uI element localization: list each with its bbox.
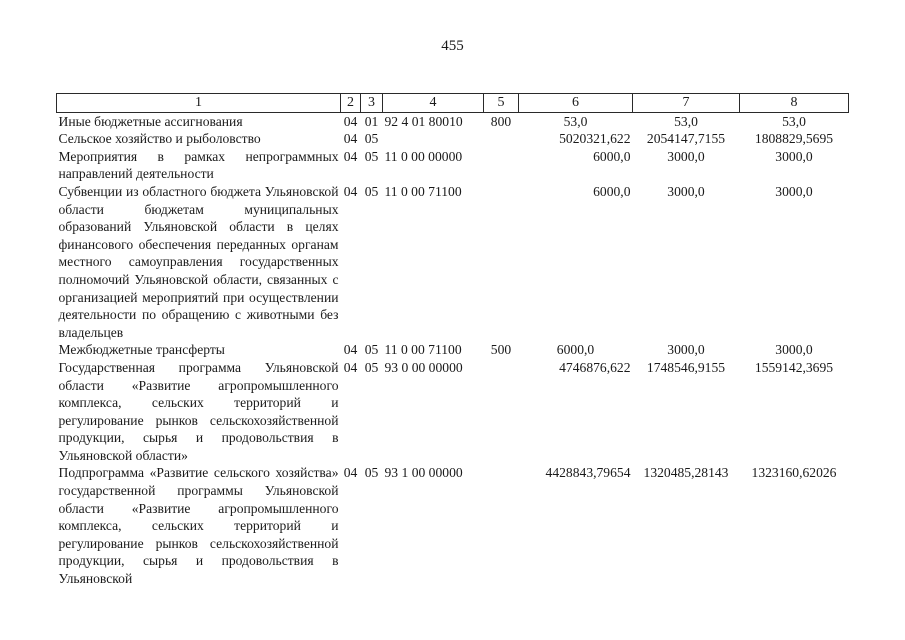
header-row (57, 94, 849, 113)
table-row (57, 464, 849, 587)
row-value-col8: 3000,0 (775, 342, 813, 358)
row-name: Подпрограмма «Развитие сельского хозяйства» государственной программы Ульяновской области «Развитие агропромышленного комплекса, сельских территорий и регулирование рынков сельскохозяйственной продукции, сырья и продовольствия в Ульяновской (58, 465, 339, 587)
header-col-5: 5 (484, 94, 519, 113)
header-col-6: 6 (519, 94, 633, 113)
row-section: 04 (343, 148, 358, 164)
row-value-col7: 1320485,28143 (643, 465, 729, 481)
page-number: 455 (441, 38, 464, 54)
row-subsection: 05 (364, 359, 379, 375)
row-target-code: 93 0 00 00000 (384, 359, 463, 375)
row-subsection: 05 (364, 148, 379, 164)
table-row (57, 359, 849, 465)
row-target-code: 93 1 00 00000 (384, 465, 463, 481)
row-value-col6: 5020321,622 (559, 131, 631, 147)
row-subsection: 01 (364, 113, 379, 129)
row-target-code: 11 0 00 71100 (384, 342, 462, 358)
row-name: Государственная программа Ульяновской области «Развитие агропромышленного комплекса, сельских территорий и регулирование рынков сельскохозяйственной продукции, сырья и продовольствия в Ульяновской области» (58, 359, 339, 463)
row-section: 04 (343, 113, 358, 129)
row-value-col8: 3000,0 (775, 148, 813, 164)
row-subsection: 05 (364, 131, 379, 147)
row-section: 04 (343, 183, 358, 199)
row-value-col8: 1323160,62026 (751, 465, 837, 481)
row-value-col6: 53,0 (563, 113, 588, 129)
table-row (57, 130, 849, 148)
row-name: Межбюджетные трансферты (58, 342, 225, 358)
row-expense-type (484, 148, 519, 183)
row-name: Сельское хозяйство и рыболовство (58, 131, 261, 147)
row-subsection: 05 (364, 183, 379, 199)
row-section: 04 (343, 342, 358, 358)
budget-table (56, 93, 849, 588)
header-col-2: 2 (341, 94, 361, 113)
table-row (57, 341, 849, 359)
row-section: 04 (343, 359, 358, 375)
row-subsection: 05 (364, 465, 379, 481)
table-row (57, 148, 849, 183)
row-target-code: 11 0 00 00000 (384, 148, 463, 164)
row-value-col7: 3000,0 (667, 342, 705, 358)
row-name: Мероприятия в рамках непрограммных направлений деятельности (58, 148, 339, 182)
row-expense-type (484, 464, 519, 587)
row-value-col7: 3000,0 (667, 148, 705, 164)
row-expense-type (484, 183, 519, 341)
row-value-col8: 1559142,3695 (754, 359, 834, 375)
row-expense-type: 800 (490, 113, 512, 129)
row-expense-type (484, 359, 519, 465)
row-target-code (383, 130, 484, 148)
row-expense-type: 500 (490, 342, 512, 358)
row-target-code: 92 4 01 80010 (384, 113, 463, 129)
row-value-col8: 1808829,5695 (754, 131, 834, 147)
row-expense-type (484, 130, 519, 148)
row-value-col6: 4428843,79654 (545, 465, 631, 481)
row-subsection: 05 (364, 342, 379, 358)
row-section: 04 (343, 465, 358, 481)
row-value-col8: 3000,0 (775, 183, 813, 199)
row-value-col6: 6000,0 (593, 183, 631, 199)
row-value-col8: 53,0 (782, 113, 806, 129)
header-col-8: 8 (740, 94, 849, 113)
table-row (57, 183, 849, 341)
row-value-col7: 3000,0 (667, 183, 705, 199)
row-value-col6: 4746876,622 (559, 359, 631, 375)
row-value-col6: 6000,0 (556, 342, 595, 358)
row-value-col7: 2054147,7155 (646, 131, 726, 147)
row-value-col6: 6000,0 (593, 148, 631, 164)
table-row (57, 112, 849, 130)
row-target-code: 11 0 00 71100 (384, 183, 462, 199)
header-col-7: 7 (633, 94, 740, 113)
header-col-1: 1 (57, 94, 341, 113)
header-col-4: 4 (383, 94, 484, 113)
row-name: Иные бюджетные ассигнования (58, 113, 243, 129)
row-name: Субвенции из областного бюджета Ульяновской области бюджетам муниципальных образований Ульяновской области в целях финансового обеспечения переданных органам местного самоуправления государственных полномочий Ульяновской области, связанных с организацией мероприятий при осуществлении деятельности по обращению с животными без владельцев (58, 183, 339, 340)
row-section: 04 (343, 131, 358, 147)
header-col-3: 3 (361, 94, 383, 113)
row-value-col7: 1748546,9155 (646, 359, 726, 375)
row-value-col7: 53,0 (674, 113, 698, 129)
